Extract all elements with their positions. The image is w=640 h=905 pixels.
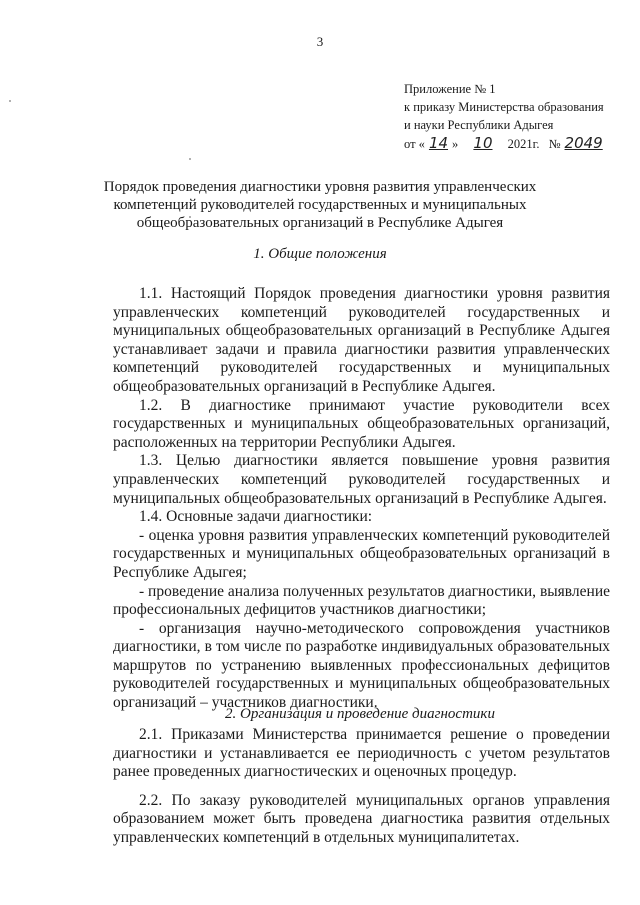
date-month: 10 <box>473 134 493 152</box>
paragraph: - оценка уровня развития управленческих компетенций руководителей государственных и муниципальных общеобразовательных организаций в Республике Адыгея; <box>113 526 610 581</box>
number-prefix: № <box>548 137 561 151</box>
paragraph: 1.4. Основные задачи диагностики: <box>139 508 373 526</box>
scan-artifact <box>9 100 11 102</box>
section-body <box>113 285 610 713</box>
appendix-line: к приказу Министерства образования <box>404 100 604 114</box>
appendix-date-line <box>404 134 636 153</box>
date-day: 14 <box>428 134 449 152</box>
date-prefix: от « <box>404 137 425 151</box>
date-year: 2021г. <box>507 137 540 151</box>
paragraph: 1.1. Настоящий Порядок проведения диагностики уровня развития управленческих компетенций руководителей государственных и муниципальных общеобразовательных организаций в Республике Адыгея устанавливает задачи и правила диагностики развития управленческих компетенций руководителей государственных и муниципальных общеобразовательных организаций в Республике Адыгея. <box>113 285 610 395</box>
paragraph: 1.3. Целью диагностики является повышение уровня развития управленческих компетенций руководителей государственных и муниципальных общеобразовательных организаций в Республике Адыгея. <box>113 452 610 507</box>
document-title: Порядок проведения диагностики уровня развития управленческих компетенций руководителей государственных и муниципальных общеобразовательных организаций в Республике Адыгея <box>103 179 537 231</box>
page-number: 3 <box>316 34 324 49</box>
appendix-block <box>404 80 636 153</box>
date-mid: » <box>452 137 459 151</box>
section-body <box>113 726 610 858</box>
paragraph: 2.2. По заказу руководителей муниципальных органов управления образованием может быть проведена диагностика развития отдельных управленческих компетенций в отдельных муниципалитетах. <box>113 791 610 846</box>
section-heading: 1. Общие положения <box>253 246 387 262</box>
appendix-line: Приложение № 1 <box>404 82 496 96</box>
paragraph: - организация научно-методического сопровождения участников диагностики, в том числе по разработке индивидуальных образовательных маршрутов по устранению выявленных профессиональных дефицитов руководителей государственных и муниципальных общеобразовательных организаций – участников диагностики. <box>113 619 610 712</box>
paragraph: - проведение анализа полученных результатов диагностики, выявление профессиональных дефицитов участников диагностики; <box>113 582 610 619</box>
section-heading: 2. Организация и проведение диагностики <box>225 706 495 722</box>
paragraph: 1.2. В диагностике принимают участие руководители всех государственных и муниципальных общеобразовательных организаций, расположенных на территории Республики Адыгея. <box>113 396 610 451</box>
appendix-line: и науки Республики Адыгея <box>404 118 554 132</box>
order-number: 2049 <box>564 134 603 152</box>
paragraph: 2.1. Приказами Министерства принимается решение о проведении диагностики и устанавливается ее периодичность с учетом результатов ранее проведенных диагностических и оценочных процедур. <box>113 726 610 781</box>
scan-artifact <box>189 158 191 160</box>
